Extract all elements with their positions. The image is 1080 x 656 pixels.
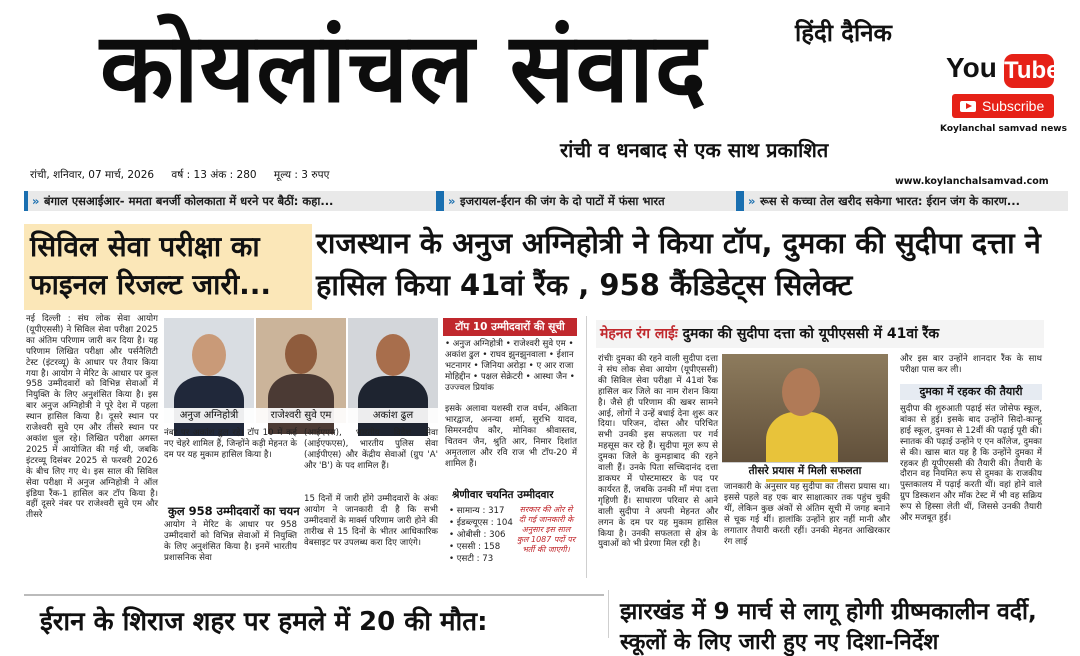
bottom-left-headline[interactable]: ईरान के शिराज शहर पर हमले में 20 की मौत: xyxy=(40,607,488,637)
category-item: • एसटी : 73 xyxy=(449,554,494,564)
youtube-subscribe-button[interactable] xyxy=(952,94,1054,118)
ticker-item[interactable]: » रूस से कच्चा तेल खरीद सकेगा भारत: ईरान जंग के कारण... xyxy=(744,191,1068,211)
posts-note: सरकार की ओर से दी गई जानकारी के अनुसार इस साल कुल 1087 पदों पर भर्ती की जाएगी। xyxy=(516,505,576,554)
photo-rajeshwari xyxy=(256,318,346,423)
photo-sudipa xyxy=(722,354,888,478)
price: मूल्य : 3 रुपए xyxy=(273,169,330,181)
sudipa-photo-caption: तीसरे प्रयास में मिली सफलता xyxy=(722,462,888,479)
website-link[interactable]: www.koylanchalsamvad.com xyxy=(895,176,1049,187)
sudipa-label: मेहनत रंग लाईः xyxy=(600,326,678,342)
bottom-right-headline-2[interactable]: स्कूलों के लिए जारी हुए नए दिशा-निर्देश xyxy=(620,630,939,655)
category-item: • एससी : 158 xyxy=(449,542,501,552)
category-list xyxy=(449,505,513,565)
masthead-title: कोयलांचल संवाद xyxy=(100,12,707,124)
category-item: • सामान्य : 317 xyxy=(449,506,505,516)
youtube-tube-logo: Tube xyxy=(1004,54,1054,88)
lead-column-2b: आयोग ने मेरिट के आधार पर 958 उम्मीदवारों को विभिन्न सेवाओं में नियुक्ति के लिए अनुशंसित किया है। इनमें भारतीय प्रशासनिक सेवा xyxy=(164,520,297,563)
column-divider xyxy=(586,316,587,578)
category-item: • ईडब्ल्यूएस : 104 xyxy=(449,518,513,528)
sudipa-column-1: रांचीः दुमका की रहने वाली सुदीपा दत्ता ने संघ लोक सेवा आयोग (यूपीएससी) की सिविल सेवा परीक्षा में 41वां रैंक हासिल कर जिले का नाम रोशन किया है। जैसे ही परिणाम की खबर सामने आई, लोगों ने उन्हें बधाई देना शुरू कर दिया। परिजन, दोस्त और परिचित सभी उनकी इस सफलता पर गर्व महसूस कर रहे हैं। सुदीपा मूल रूप से दुमका जिले के कुमड़ाबाद की रहने वाली हैं। उनके पिता सच्चिदानंद दत्ता डाकघर में पोस्टमास्टर के पद पर कार्यरत हैं, जबकि उनकी माँ मंपा दत्ता गृहिणी हैं। साधारण परिवार से आने वाली सुदीपा ने अपनी मेहनत और लगन के दम पर यह मुकाम हासिल किया है। उनकी सफलता से क्षेत्र के युवाओं को भी प्रेरणा मिल रही है। xyxy=(598,354,718,550)
sudipa-subhead: दुमका में रहकर की तैयारी xyxy=(900,384,1042,400)
sudipa-column-3a: और इस बार उन्होंने शानदार रैंक के साथ परीक्षा पास कर ली। xyxy=(900,354,1042,375)
ticker-item[interactable]: » बंगाल एसआईआर- ममता बनर्जी कोलकाता में धरने पर बैठीं: कहा... xyxy=(28,191,436,211)
issue-meta xyxy=(30,168,343,182)
news-ticker xyxy=(24,191,1056,211)
photo-caption: अनुज अग्निहोत्री xyxy=(164,408,254,423)
sudipa-headline[interactable] xyxy=(600,322,939,346)
section-label: सिविल सेवा परीक्षा का फाइनल रिजल्ट जारी... xyxy=(30,230,272,301)
sudipa-column-2: जानकारी के अनुसार यह सुदीपा का तीसरा प्रयास था। इससे पहले वह एक बार साक्षात्कार तक पहुंच चुकी थीं, लेकिन कुछ अंकों से अंतिम सूची में जगह बनाने से चूक गई थीं। हालांकि उन्होंने हार नहीं मानी और लगातार तैयारी करती रहीं। उनकी मेहनत आखिरकार रंग लाई xyxy=(724,482,890,547)
bottom-right-headline[interactable]: झारखंड में 9 मार्च से लागू होगी ग्रीष्मकालीन वर्दी, xyxy=(620,599,1037,625)
photo-akansh xyxy=(348,318,438,423)
masthead-tagline: रांची व धनबाद से एक साथ प्रकाशित xyxy=(560,138,829,162)
category-item: • ओबीसी : 306 xyxy=(449,530,506,540)
dateline: रांची, शनिवार, 07 मार्च, 2026 xyxy=(30,169,155,181)
sudipa-column-3b: सुदीपा की शुरुआती पढ़ाई संत जोसेफ स्कूल, बांका से हुई। इसके बाद उन्होंने सिदो-कान्हू हाई स्कूल, दुमका से 12वीं की पढ़ाई पूरी की। स्नातक की पढ़ाई उन्होंने ए एन कॉलेज, दुमका से की। खास बात यह है कि उन्होंने दुमका में रहकर ही यूपीएससी की तैयारी की। तैयारी के दौरान वह नियमित रूप से दुमका के राजकीय पुस्तकालय में पढ़ाई करती थीं। वहां होने वाले ग्रुप डिस्कशन और मॉक टेस्ट में भी वह सक्रिय रूप से हिस्सा लेती थीं, जिससे उनकी तैयारी और मजबूत हुई। xyxy=(900,404,1042,524)
sudipa-headline-text: दुमका की सुदीपा दत्ता को यूपीएससी में 41वां रैंक xyxy=(682,326,940,342)
lead-column-2a: नंबर पर अकांश ढुल रहे। टॉप 10 में कई नए चेहरे शामिल हैं, जिन्होंने कड़ी मेहनत के दम पर यह मुकाम हासिल किया है। xyxy=(164,428,297,460)
selection-subhead: कुल 958 उम्मीदवारों का चयन xyxy=(168,504,300,518)
photo-caption: राजेश्वरी सुवे एम xyxy=(256,408,346,423)
play-icon xyxy=(960,101,976,112)
ticker-item[interactable]: » इजरायल-ईरान की जंग के दो पाटों में फंसा भारत xyxy=(444,191,736,211)
hindi-dainik-label: हिंदी दैनिक xyxy=(795,18,892,47)
volume-issue: वर्ष : 13 अंक : 280 xyxy=(171,169,257,181)
lead-headline[interactable]: राजस्थान के अनुज अग्निहोत्री ने किया टॉप, दुमका की सुदीपा दत्ता ने हासिल किया 41वां रैंक , 958 कैंडिडेट्स सिलेक्ट xyxy=(316,226,1041,302)
lead-column-1: नई दिल्ली : संघ लोक सेवा आयोग (यूपीएससी) ने सिविल सेवा परीक्षा 2025 का अंतिम परिणाम जारी कर दिया है। यह परिणाम लिखित परीक्षा और पर्सनैलिटी टेस्ट (इंटरव्यू) के आधार पर तैयार किया गया है। आयोग ने मेरिट के आधार पर कुल 958 उम्मीदवारों को विभिन्न सेवाओं में नियुक्ति के लिए अनुशंसित किया है। इस बार अनुज अग्निहोत्री ने पूरे देश में पहला स्थान हासिल किया है। दूसरे स्थान पर राजेश्वरी सुवे एम और तीसरे स्थान पर अकांश धुल रहे। लिखित परीक्षा अगस्त 2025 में आयोजित की गई थी, जबकि इंटरव्यू दिसंबर 2025 से फरवरी 2026 के बीच लिए गए थे। इस साल की सिविल सेवा परीक्षा में अनुज अग्निहोत्री ने ऑल इंडिया रैंक-1 हासिल कर टॉप किया है। वहीं दूसरे नंबर पर राजेश्वरी सुवे एम और तीसरे xyxy=(26,314,158,521)
youtube-badge[interactable] xyxy=(944,52,1060,120)
top10-list: • अनुज अग्निहोत्री • राजेश्वरी सुवे एम • अकांश ढुल • राघव झुनझुनवाला • ईशान भटनागर • जिनिया अरोड़ा • ए आर राजा मोहिद्दीन • पक्षल सेक्रेटरी • आस्था जैन • उज्ज्वल प्रियांक xyxy=(445,339,575,393)
youtube-channel-name: Koylanchal samvad news xyxy=(940,124,1067,134)
bottom-divider xyxy=(608,590,609,638)
youtube-you-text: You xyxy=(946,52,997,83)
photo-caption: अकांश ढुल xyxy=(348,408,438,423)
lead-column-3b: 15 दिनों में जारी होंगे उम्मीदवारों के अंकः आयोग ने जानकारी दी है कि सभी उम्मीदवारों के मार्क्स परिणाम जारी होने की तारीख से 15 दिनों के भीतर आधिकारिक वेबसाइट पर उपलब्ध करा दिए जाएंगे। xyxy=(304,494,438,548)
lead-column-3a: (आईएएस), भारतीय विदेश सेवा (आईएफएस), भारतीय पुलिस सेवा (आईपीएस) और केंद्रीय सेवाओं (ग्रुप 'A' और 'B') के पद शामिल हैं। xyxy=(304,428,438,471)
top10-heading: टॉप 10 उम्मीदवारों की सूची xyxy=(443,318,577,336)
photo-anuj xyxy=(164,318,254,423)
subscribe-label: Subscribe xyxy=(982,98,1045,114)
top20-others: इसके अलावा यशस्वी राज वर्धन, अंकिता भारद्वाज, अनन्या शर्मा, सुरभि यादव, सिमरनदीप कौर, मोनिका श्रीवास्तव, चितवन जैन, श्रुति आर, निमार दिशांत अमृतलाल और रवि राज भी टॉप-20 में शामिल हैं। xyxy=(445,404,577,469)
category-heading: श्रेणीवार चयनित उम्मीदवार xyxy=(452,489,554,501)
